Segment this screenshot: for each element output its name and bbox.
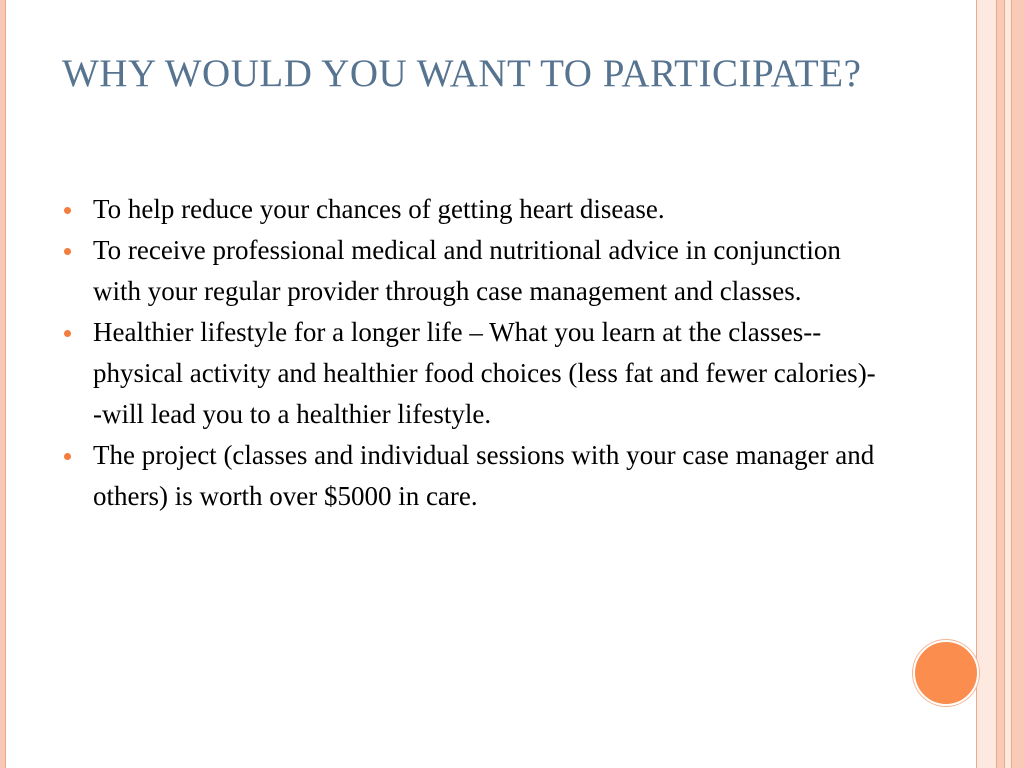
stripe-band <box>977 0 996 768</box>
bullet-text: To receive professional medical and nutritional advice in conjunction with your regular provider through case management and classes. <box>93 235 841 306</box>
stripe-band <box>997 0 1004 768</box>
bullet-dot-icon <box>64 248 71 255</box>
accent-circle-decoration <box>913 640 979 706</box>
slide-title: WHY WOULD YOU WANT TO PARTICIPATE? <box>62 52 862 95</box>
bullet-item <box>62 435 882 517</box>
left-border-decoration <box>0 0 6 768</box>
bullet-dot-icon <box>64 330 71 337</box>
bullet-item <box>62 230 882 312</box>
right-stripe-decoration <box>976 0 1024 768</box>
bullet-text: To help reduce your chances of getting heart disease. <box>93 194 665 224</box>
bullet-text: Healthier lifestyle for a longer life – What you learn at the classes--physical activity and healthier food choices (less fat and fewer calories)--will lead you to a healthier lifestyle. <box>93 317 876 429</box>
bullet-dot-icon <box>64 207 71 214</box>
bullet-item <box>62 312 882 435</box>
bullet-list <box>62 189 882 517</box>
bullet-text: The project (classes and individual sessions with your case manager and others) is worth over $5000 in care. <box>93 440 875 511</box>
stripe-band <box>1012 0 1024 768</box>
bullet-dot-icon <box>64 453 71 460</box>
bullet-item <box>62 189 882 230</box>
